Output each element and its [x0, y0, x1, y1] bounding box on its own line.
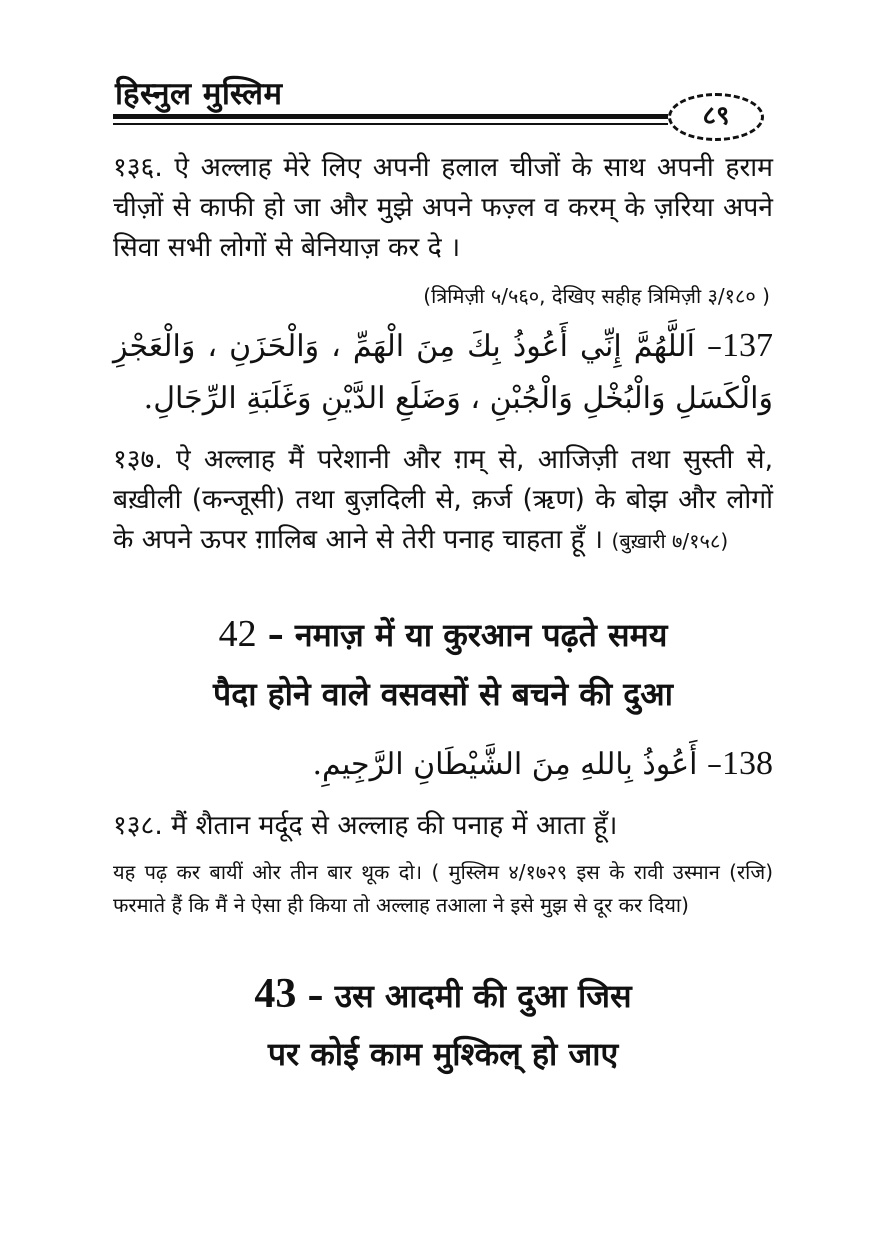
section-42-heading-line1	[113, 604, 773, 665]
section-42-title-1: नमाज़ में या कुरआन पढ़ते समय	[294, 616, 668, 654]
section-43-dash: –	[307, 977, 324, 1015]
section-43-heading-line2: पर कोई काम मुश्किल् हो जाए	[267, 1035, 619, 1073]
dua-136-reference: (त्रिमिज़ी ५/५६०, देखिए सहीह त्रिमिज़ी ३/१८० )	[423, 284, 770, 308]
dua-138-arabic	[113, 738, 773, 791]
dua-137-translation	[113, 440, 773, 561]
section-42-number: 42	[218, 613, 257, 655]
dua-137-translation-text: १३७. ऐ अल्लाह मैं परेशानी और ग़म् से, आजिज़ी तथा सुस्ती से, बख़ीली (कन्जूसी) तथा बुज़दिली से, क़र्ज (ऋण) के बोझ और लोगों के अपने ऊपर ग़ालिब आने से तेरी पनाह चाहता हूँ ।	[113, 444, 773, 555]
dua-137-arabic-text: – اَللَّهُمَّ إِنِّي أَعُوذُ بِكَ مِنَ الْهَمِّ ، وَالْحَزَنِ ، وَالْعَجْزِ وَالْكَسَلِ وَالْبُخْلِ وَالْجُبْنِ ، وَضَلَعِ الدَّيْنِ وَغَلَبَةِ الرِّجَالِ.	[113, 329, 773, 416]
section-43-heading-line1	[113, 964, 773, 1026]
dua-138-translation: १३८. मैं शैतान मर्दूद से अल्लाह की पनाह में आता हूँ।	[113, 810, 618, 841]
dua-138-note: यह पढ़ कर बायीं ओर तीन बार थूक दो। ( मुस्लिम ४/१७२९ इस के रावी उस्मान (रजि) फरमाते हैं कि मैं ने ऐसा ही किया तो अल्लाह तआला ने इसे मुझ से दूर कर दिया)	[113, 860, 773, 917]
section-43-title-1: उस आदमी की दुआ जिस	[334, 977, 632, 1015]
section-43-number: 43	[254, 971, 297, 1017]
header-rule-thick	[113, 114, 668, 119]
dua-136-translation: १३६. ऐ अल्लाह मेरे लिए अपनी हलाल चीजों के साथ अपनी हराम चीज़ों से काफी हो जा और मुझे अपने फज़्ल व करम् के ज़रिया अपने सिवा सभी लोगों से बेनियाज़ कर दे ।	[113, 152, 773, 263]
header-rule-thin	[113, 123, 668, 125]
dua-138-arabic-text: – أَعُوذُ بِاللهِ مِنَ الشَّيْطَانِ الرَّجِيمِ.	[312, 747, 722, 782]
page-number-badge	[668, 93, 764, 141]
section-42-dash: –	[267, 616, 284, 654]
dua-137-number: 137	[722, 327, 773, 364]
dua-137-reference: (बुख़ारी ७/१५८)	[611, 529, 729, 553]
section-42-heading-line2: पैदा होने वाले वसवसों से बचने की दुआ	[213, 675, 673, 713]
dua-138-number: 138	[722, 745, 773, 782]
book-title: हिस्नुल मुस्लिम	[115, 76, 283, 112]
page-number: ८९	[702, 101, 730, 131]
dua-137-arabic	[113, 320, 773, 425]
